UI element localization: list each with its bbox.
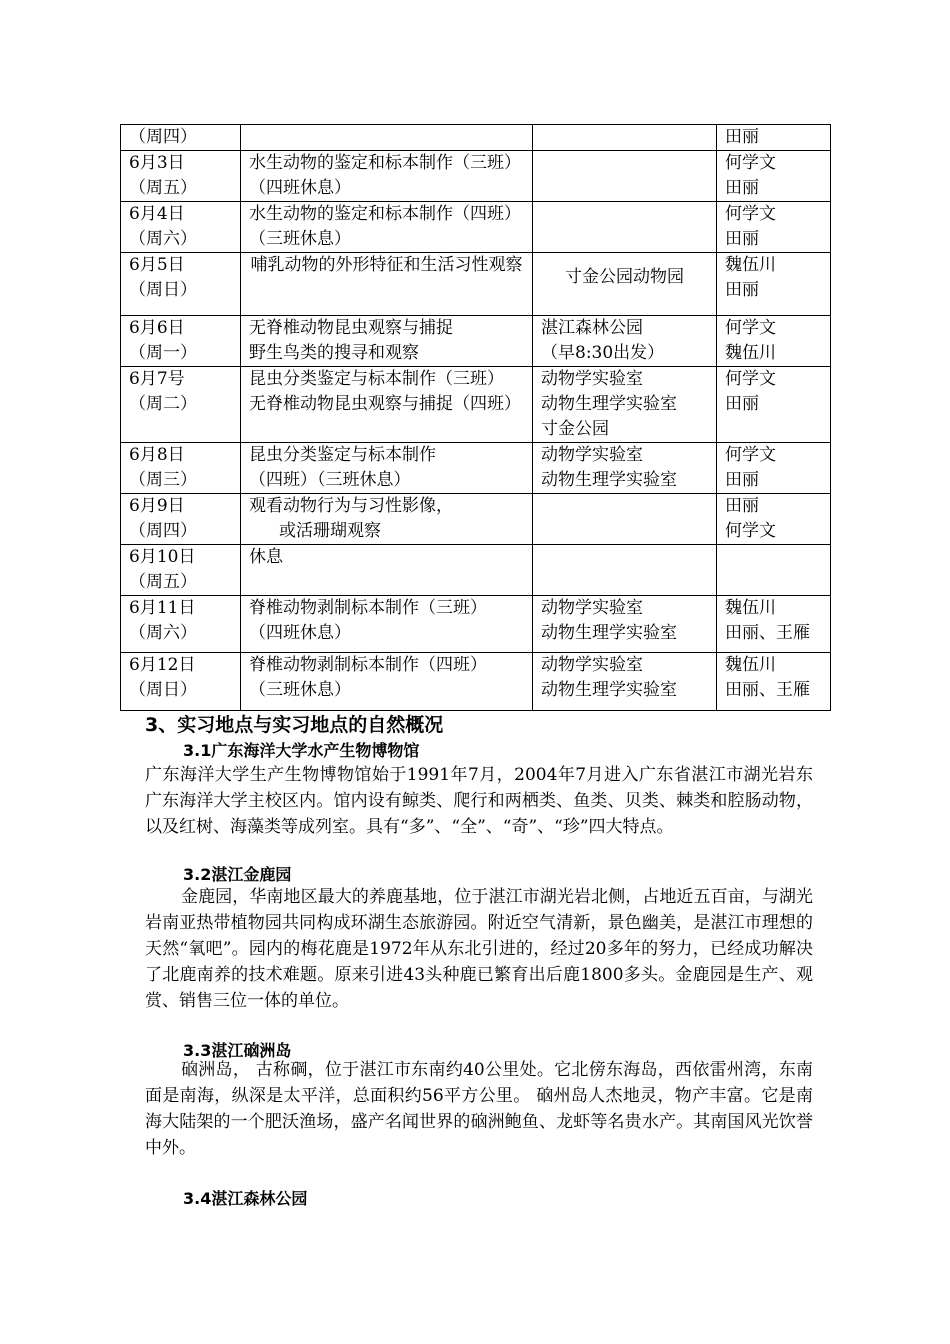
- content-cell: 昆虫分类鉴定与标本制作（三班） 无脊椎动物昆虫观察与捕捉（四班）: [241, 367, 533, 443]
- paragraph: 广东海洋大学生产生物博物馆始于1991年7月，2004年7月进入广东省湛江市湖光岩东广东海洋大学主校区内。馆内设有鲸类、爬行和两栖类、鱼类、贝类、棘类和腔肠动物，以及红树、海藻类等成列室。具有“多”、“全”、“奇”、“珍”四大特点。: [145, 765, 813, 837]
- location-cell: 动物学实验室 动物生理学实验室: [533, 596, 717, 653]
- table-row: [121, 316, 831, 367]
- teacher-cell: 田丽: [717, 125, 831, 151]
- date-cell: 6月9日 （周四）: [121, 494, 241, 545]
- date-cell: 6月4日 （周六）: [121, 202, 241, 253]
- date-cell: 6月10日 （周五）: [121, 545, 241, 596]
- subsection-title: 3.4湛江森林公园: [183, 1189, 308, 1208]
- content-cell: 昆虫分类鉴定与标本制作 （四班）（三班休息）: [241, 443, 533, 494]
- content-cell: 休息: [241, 545, 533, 596]
- teacher-cell: 魏伍川 田丽、王雁: [717, 653, 831, 711]
- content-cell: 脊椎动物剥制标本制作（三班） （四班休息）: [241, 596, 533, 653]
- paragraph: 金鹿园，华南地区最大的养鹿基地，位于湛江市湖光岩北侧，占地近五百亩，与湖光岩南亚热带植物园共同构成环湖生态旅游园。附近空气清新，景色幽美，是湛江市理想的天然“氧吧”。园内的梅花鹿是1972年从东北引进的，经过20多年的努力，已经成功解决了北鹿南养的技术难题。原来引进43头种鹿已繁育出后鹿1800多头。金鹿园是生产、观赏、销售三位一体的单位。: [145, 887, 813, 1011]
- location-cell: [533, 494, 717, 545]
- date-cell: 6月7号 （周二）: [121, 367, 241, 443]
- teacher-cell: 何学文 田丽: [717, 367, 831, 443]
- subsection-title: 3.1广东海洋大学水产生物博物馆: [183, 741, 420, 760]
- teacher-cell: 魏伍川 田丽: [717, 253, 831, 316]
- location-cell: [533, 202, 717, 253]
- section-heading: 3、实习地点与实习地点的自然概况: [145, 714, 444, 736]
- date-cell: 6月12日 （周日）: [121, 653, 241, 711]
- content-cell: 脊椎动物剥制标本制作（四班） （三班休息）: [241, 653, 533, 711]
- content-cell: 水生动物的鉴定和标本制作（四班）（三班休息）: [241, 202, 533, 253]
- table-row: [121, 125, 831, 151]
- teacher-cell: 魏伍川 田丽、王雁: [717, 596, 831, 653]
- location-cell: [533, 125, 717, 151]
- subsection-title: 3.2湛江金鹿园: [183, 865, 292, 884]
- table-row: [121, 653, 831, 711]
- location-cell: [533, 545, 717, 596]
- content-cell: 无脊椎动物昆虫观察与捕捉 野生鸟类的搜寻和观察: [241, 316, 533, 367]
- table-row: [121, 596, 831, 653]
- table-row: [121, 253, 831, 316]
- table-row: [121, 202, 831, 253]
- table-row: [121, 151, 831, 202]
- date-cell: 6月11日 （周六）: [121, 596, 241, 653]
- location-cell: 动物学实验室 动物生理学实验室 寸金公园: [533, 367, 717, 443]
- table-row: [121, 367, 831, 443]
- teacher-cell: 何学文 田丽: [717, 202, 831, 253]
- teacher-cell: [717, 545, 831, 596]
- date-cell: （周四）: [121, 125, 241, 151]
- location-cell: 湛江森林公园 （早8:30出发）: [533, 316, 717, 367]
- schedule-table: [120, 124, 831, 711]
- content-cell: 水生动物的鉴定和标本制作（三班）（四班休息）: [241, 151, 533, 202]
- location-cell: [533, 151, 717, 202]
- teacher-cell: 何学文 田丽: [717, 443, 831, 494]
- table-row: [121, 545, 831, 596]
- location-cell: 动物学实验室 动物生理学实验室: [533, 443, 717, 494]
- date-cell: 6月8日 （周三）: [121, 443, 241, 494]
- location-cell: 动物学实验室 动物生理学实验室: [533, 653, 717, 711]
- paragraph: 硇洲岛， 古称碙，位于湛江市东南约40公里处。它北傍东海岛，西依雷州湾，东南面是南海，纵深是太平洋，总面积约56平方公里。 硇州岛人杰地灵，物产丰富。它是南海大陆架的一个肥沃渔场，盛产名闻世界的硇洲鲍鱼、龙虾等名贵水产。其南国风光饮誉中外。: [145, 1060, 813, 1158]
- subsection-title: 3.3湛江硇洲岛: [183, 1041, 292, 1060]
- date-cell: 6月5日 （周日）: [121, 253, 241, 316]
- teacher-cell: 田丽 何学文: [717, 494, 831, 545]
- table-row: [121, 443, 831, 494]
- date-cell: 6月3日 （周五）: [121, 151, 241, 202]
- teacher-cell: 何学文 田丽: [717, 151, 831, 202]
- location-cell: 寸金公园动物园: [533, 253, 717, 316]
- content-cell: 观看动物行为与习性影像， 或活珊瑚观察: [241, 494, 533, 545]
- table-row: [121, 494, 831, 545]
- content-cell: [241, 125, 533, 151]
- content-cell: 哺乳动物的外形特征和生活习性观察: [241, 253, 533, 316]
- date-cell: 6月6日 （周一）: [121, 316, 241, 367]
- teacher-cell: 何学文 魏伍川: [717, 316, 831, 367]
